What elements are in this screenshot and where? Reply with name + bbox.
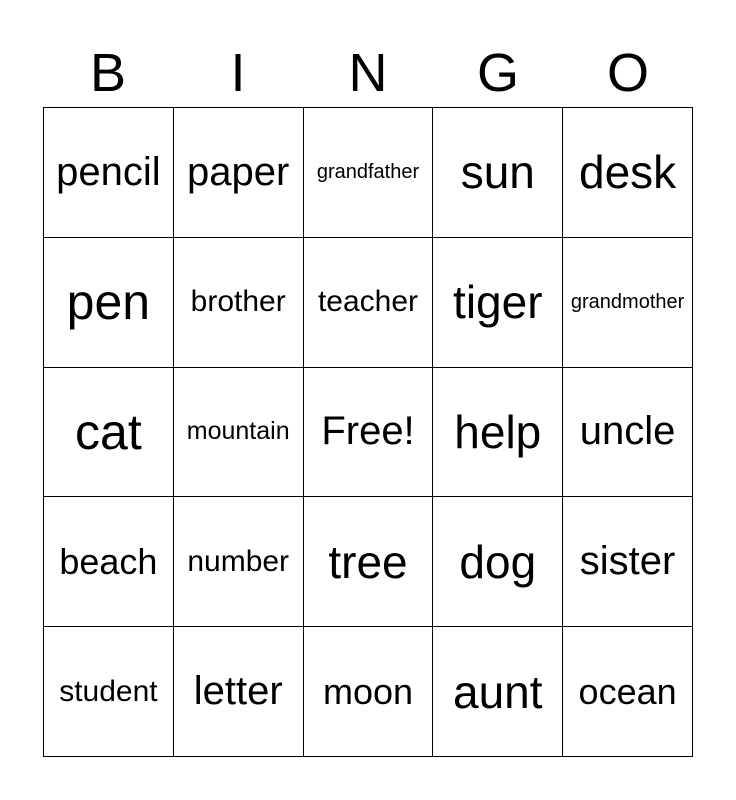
- header-letter-b: B: [89, 43, 127, 103]
- cell-word: paper: [187, 149, 290, 194]
- bingo-cell[interactable]: [44, 627, 174, 757]
- cell-word: tree: [328, 535, 408, 588]
- cell-word: uncle: [579, 409, 676, 454]
- cell-word: tiger: [453, 276, 543, 329]
- header-letter-o: O: [606, 43, 649, 103]
- bingo-board: [43, 107, 693, 757]
- cell-word: brother: [190, 285, 286, 319]
- free-space-cell[interactable]: [304, 368, 434, 498]
- cell-word: grandmother: [570, 290, 685, 313]
- cell-word: cat: [75, 403, 142, 460]
- cell-word: student: [59, 674, 158, 708]
- cell-word: pencil: [56, 149, 161, 194]
- cell-word: sun: [460, 146, 535, 199]
- bingo-cell[interactable]: [44, 108, 174, 238]
- cell-word: sister: [579, 539, 676, 584]
- bingo-cell[interactable]: [44, 497, 174, 627]
- bingo-cell[interactable]: [563, 238, 693, 368]
- bingo-cell[interactable]: [433, 497, 563, 627]
- bingo-cell[interactable]: [174, 108, 304, 238]
- bingo-cell[interactable]: [433, 108, 563, 238]
- bingo-cell[interactable]: [44, 368, 174, 498]
- bingo-cell[interactable]: [304, 238, 434, 368]
- bingo-cell[interactable]: [174, 497, 304, 627]
- free-space-label: Free!: [321, 409, 415, 454]
- bingo-cell[interactable]: [174, 238, 304, 368]
- cell-word: desk: [579, 146, 677, 199]
- cell-word: aunt: [453, 665, 543, 718]
- cell-word: number: [187, 544, 290, 578]
- cell-word: moon: [322, 670, 414, 712]
- cell-word: help: [454, 405, 542, 458]
- bingo-cell[interactable]: [433, 368, 563, 498]
- bingo-header: [43, 40, 693, 106]
- cell-word: beach: [59, 540, 158, 582]
- header-letter-n: N: [348, 43, 388, 103]
- bingo-cell[interactable]: [174, 368, 304, 498]
- bingo-cell[interactable]: [44, 238, 174, 368]
- cell-word: teacher: [317, 285, 419, 319]
- bingo-cell[interactable]: [563, 497, 693, 627]
- header-letter-i: I: [230, 43, 246, 103]
- bingo-cell[interactable]: [563, 368, 693, 498]
- cell-word: pen: [66, 274, 151, 331]
- header-letter-g: G: [476, 43, 519, 103]
- bingo-cell[interactable]: [433, 627, 563, 757]
- cell-word: dog: [459, 535, 537, 588]
- bingo-cell[interactable]: [563, 627, 693, 757]
- bingo-cell[interactable]: [563, 108, 693, 238]
- cell-word: ocean: [578, 670, 677, 712]
- bingo-cell[interactable]: [304, 108, 434, 238]
- bingo-cell[interactable]: [304, 497, 434, 627]
- cell-word: grandfather: [316, 160, 420, 183]
- bingo-cell[interactable]: [433, 238, 563, 368]
- cell-word: mountain: [186, 417, 290, 446]
- bingo-cell[interactable]: [174, 627, 304, 757]
- bingo-cell[interactable]: [304, 627, 434, 757]
- cell-word: letter: [193, 669, 283, 714]
